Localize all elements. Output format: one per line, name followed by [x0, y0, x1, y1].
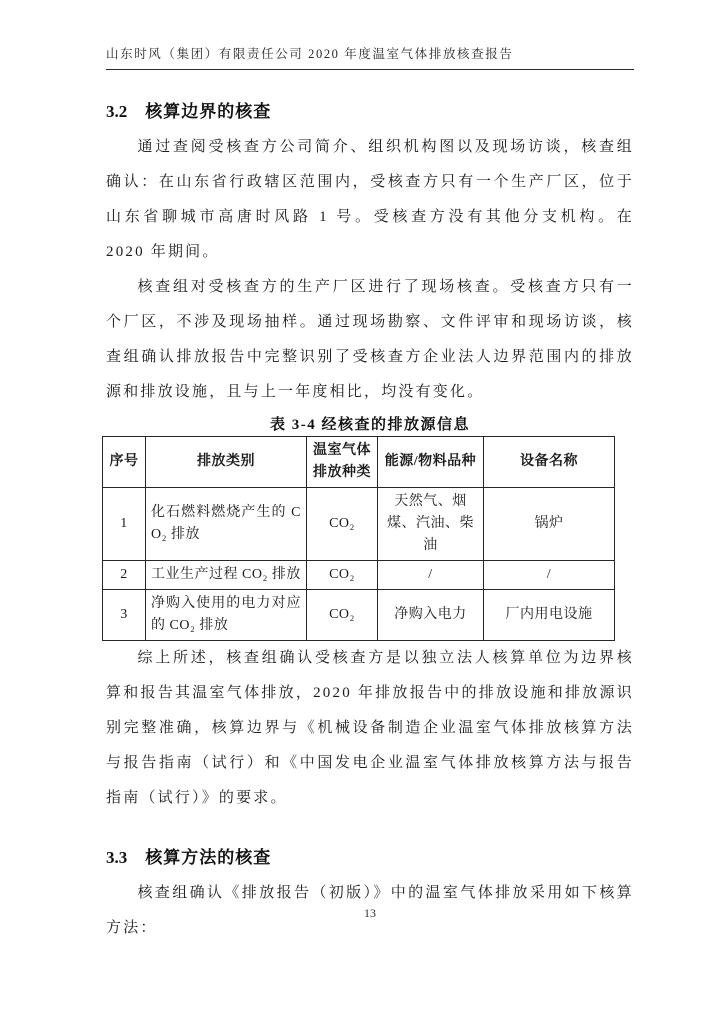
page-number: 13	[364, 906, 376, 920]
cell-gas-type: CO₂	[307, 561, 378, 590]
header-cell-gas-type: 温室气体排放种类	[307, 437, 378, 488]
emission-source-table	[102, 436, 615, 641]
table-header-row	[103, 437, 615, 488]
header-cell-category: 排放类别	[146, 437, 307, 488]
cell-fuel-type: /	[378, 561, 484, 590]
cell-index: 2	[103, 561, 146, 590]
paragraph-boundary-2: 核查组对受核查方的生产厂区进行了现场核查。受核查方只有一个厂区，不涉及现场抽样。通过现场勘察、文件评审和现场访谈，核查组确认排放报告中完整识别了受核查方企业法人边界范围内的排放源和排放设施，且与上一年度相比，均没有变化。	[106, 279, 634, 400]
cell-gas-type: CO₂	[307, 488, 378, 561]
header-cell-device: 设备名称	[484, 437, 615, 488]
page-header-title: 山东时风（集团）有限责任公司 2020 年度温室气体排放核查报告	[106, 44, 634, 70]
cell-device: 锅炉	[484, 488, 615, 561]
table-row	[103, 561, 615, 590]
section-heading-3-2	[106, 97, 634, 122]
cell-index: 1	[103, 488, 146, 561]
cell-category: 工业生产过程 CO₂ 排放	[146, 561, 307, 590]
cell-category: 净购入使用的电力对应的 CO₂ 排放	[146, 590, 307, 641]
section-number: 3.3	[106, 848, 128, 867]
paragraph-boundary-conclusion: 综上所述，核查组确认受核查方是以独立法人核算单位为边界核算和报告其温室气体排放，2020 年排放报告中的排放设施和排放源识别完整准确，核算边界与《机械设备制造企业温室气体排放核算方法与报告指南（试行）和《中国发电企业温室气体排放核算方法与报告指南（试行）》的要求。	[106, 650, 634, 806]
paragraph-boundary-1: 通过查阅受核查方公司简介、组织机构图以及现场访谈，核查组确认：在山东省行政辖区范围内，受核查方只有一个生产厂区，位于山东省聊城市高唐时风路 1 号。受核查方没有其他分支机构。在 2020 年期间。	[106, 139, 634, 260]
cell-fuel-type: 天然气、烟煤、汽油、柴油	[378, 488, 484, 561]
section-title: 核算边界的核查	[145, 102, 272, 121]
section-number: 3.2	[106, 102, 128, 121]
header-cell-index: 序号	[103, 437, 146, 488]
cell-index: 3	[103, 590, 146, 641]
cell-category: 化石燃料燃烧产生的 CO₂ 排放	[146, 488, 307, 561]
table-caption: 表 3-4 经核查的排放源信息	[270, 417, 470, 433]
table-row	[103, 590, 615, 641]
section-heading-3-3	[106, 843, 634, 868]
cell-fuel-type: 净购入电力	[378, 590, 484, 641]
paragraph-method-1: 核查组确认《排放报告（初版）》中的温室气体排放采用如下核算方法：	[106, 885, 634, 936]
table-row	[103, 488, 615, 561]
cell-device: 厂内用电设施	[484, 590, 615, 641]
cell-gas-type: CO₂	[307, 590, 378, 641]
section-title: 核算方法的核查	[145, 848, 272, 867]
cell-device: /	[484, 561, 615, 590]
header-cell-fuel-type: 能源/物料品种	[378, 437, 484, 488]
